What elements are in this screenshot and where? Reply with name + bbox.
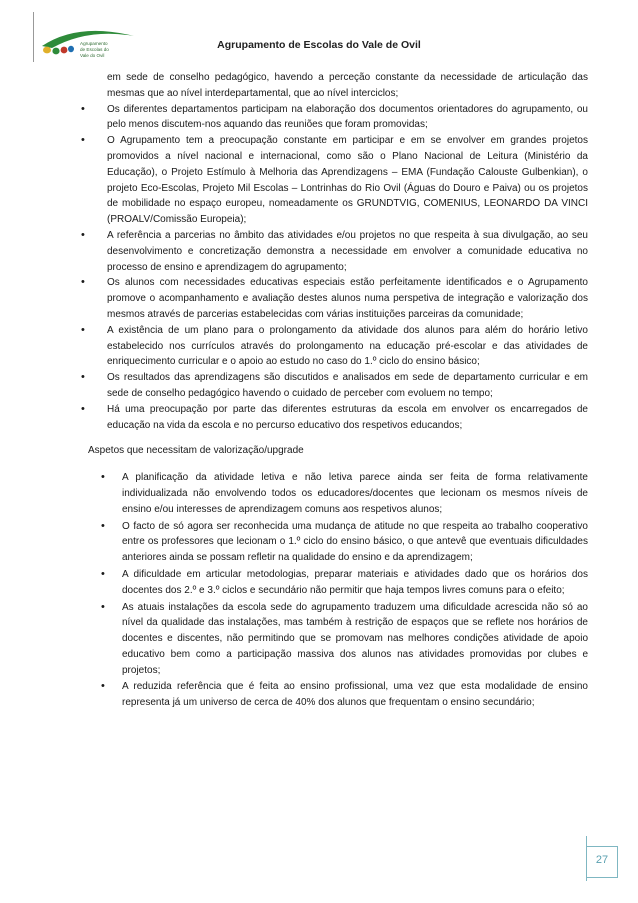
list-item: • Os diferentes departamentos participam na elaboração dos documentos orientadores do agrupamento, ou pelo menos discutem-nos aquando das reuniões que foram promovidas; <box>88 102 588 134</box>
list-item: • A planificação da atividade letiva e não letiva parece ainda ser feita de forma relativamente individualizada não envolvendo todos os educadores/docentes que lecionam os mesmos níveis de ensino e/ou interesses de aprendizagem comuns aos respetivos alunos; <box>88 470 588 517</box>
document-body <box>88 70 588 712</box>
intro-continuation: em sede de conselho pedagógico, havendo a perceção constante da necessidade de articulação das mesmas que ao nível interdepartamental, que ao nível interciclos; <box>107 72 588 99</box>
list-item: • A dificuldade em articular metodologias, preparar materiais e atividades dado que os horários dos docentes dos 2.º e 3.º ciclos e secundário não permitir que haja tempos livres comuns para o efeito; <box>88 567 588 599</box>
page-header <box>0 0 638 70</box>
list-item: • A existência de um plano para o prolongamento da atividade dos alunos para além do horário letivo estabelecido nos currículos através do prolongamento na educação pré-escolar e das atividades de enriquecimento curricular e o apoio ao estudo no caso do 1.º ciclo do ensino básico; <box>88 323 588 370</box>
header-divider <box>33 12 34 62</box>
list-item: • As atuais instalações da escola sede do agrupamento traduzem uma dificuldade acrescida não só ao nível da qualidade das instalações, mas também à restrição de espaços que se reflete nos horários de docentes e discentes, não permitindo que se promovam nas melhores condições atividade de apoio educativo bem como a participação massiva dos alunos nas atividades promovidas por clubes e projetos; <box>88 600 588 679</box>
list-item: • Há uma preocupação por parte das diferentes estruturas da escola em envolver os encarregados de educação na vida da escola e no percurso educativo dos respetivos educandos; <box>88 402 588 434</box>
improvements-list <box>88 470 588 711</box>
header-title: Agrupamento de Escolas do Vale de Ovil <box>217 39 421 51</box>
strengths-list <box>88 102 588 434</box>
logo-text-line-3: Vale do Ovil <box>80 53 105 58</box>
list-item: • O Agrupamento tem a preocupação constante em participar e em se envolver em grandes projetos promovidos a nível nacional e internacional, como são o Plano Nacional de Leitura (Ministério da Educação), o Projeto Estímulo à Melhoria das Aprendizagens – EMA (Fundação Calouste Gulbenkian), o projeto Eco-Escolas, Projeto Mil Escolas – Lontrinhas do Rio Ovil (Águas do Douro e Paiva) ou os projetos de mobilidade no espaço europeu, nomeadamente os GRUNDTVIG, COMENIUS, LEONARDO DA VINCI (PROALV/Comissão Europeia); <box>88 133 588 228</box>
section-heading: Aspetos que necessitam de valorização/upgrade <box>88 445 304 457</box>
list-item: • Os alunos com necessidades educativas especiais estão perfeitamente identificados e o Agrupamento promove o acompanhamento e avaliação destes alunos numa perspetiva de integração e valorização dos mesmos através de parcerias estabelecidas com várias instituições parceiras da comunidade; <box>88 275 588 322</box>
list-item: • A referência a parcerias no âmbito das atividades e/ou projetos no que respeita à sua divulgação, ao seu desenvolvimento e concretização demonstra a necessidade em envolver a comunidade educativa no processo de ensino e aprendizagem do agrupamento; <box>88 228 588 275</box>
page-number: 27 <box>595 854 609 866</box>
list-item: • O facto de só agora ser reconhecida uma mudança de atitude no que respeita ao trabalho cooperativo entre os professores que lecionam o 1.º ciclo do ensino básico, o que antevê que eventuais dificuldades anteriores ainda se possam refletir na qualidade do ensino e da aprendizagem; <box>88 519 588 566</box>
list-item: • Os resultados das aprendizagens são discutidos e analisados em sede de departamento curricular e em sede de conselho pedagógico havendo o cuidado de perceber com evoluem no tempo; <box>88 370 588 402</box>
logo-text-line-2: de Escolas do <box>80 47 109 52</box>
logo-text-line-1: Agrupamento <box>80 41 108 46</box>
list-item: • A reduzida referência que é feita ao ensino profissional, uma vez que esta modalidade de ensino representa já um universo de cerca de 40% dos alunos que frequentam o ensino secundário; <box>88 679 588 711</box>
